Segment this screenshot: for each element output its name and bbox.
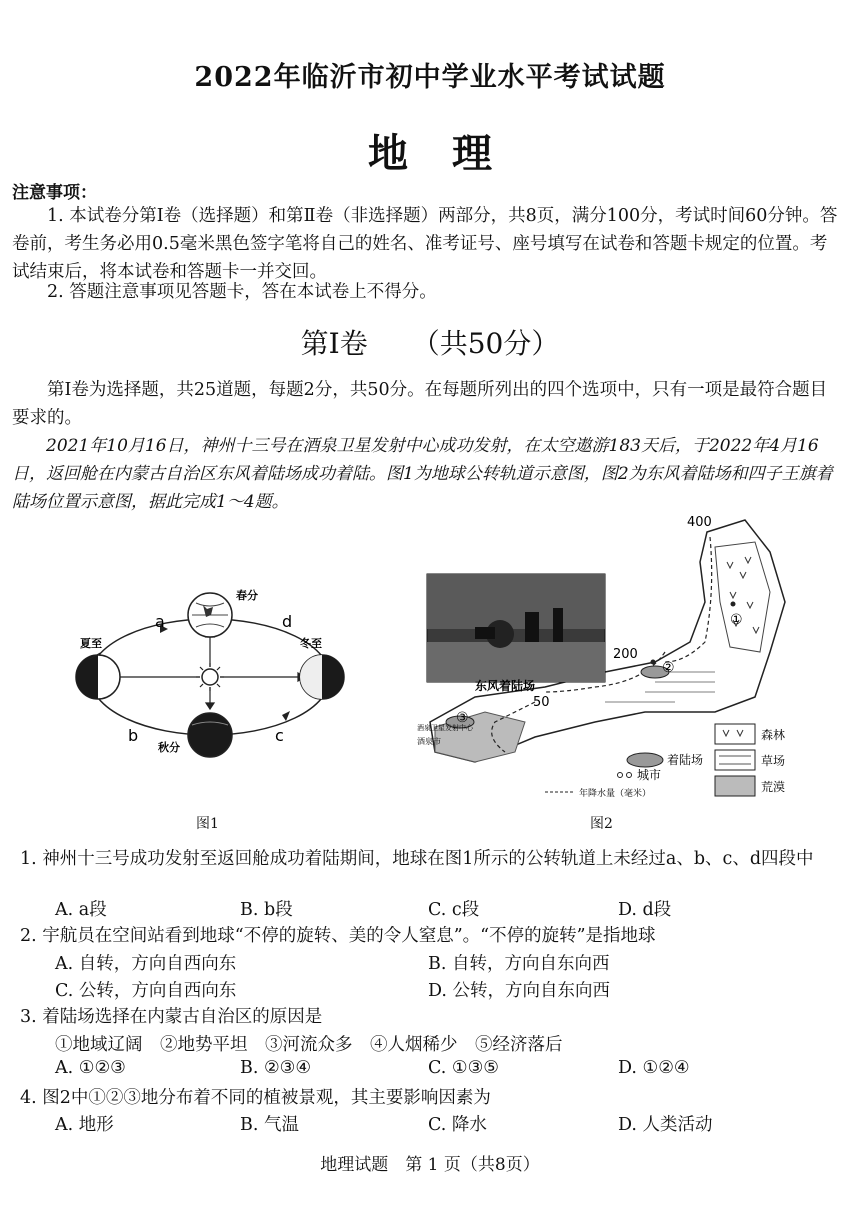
earth-winter-icon xyxy=(300,655,344,699)
earth-autumn-icon xyxy=(188,713,232,757)
autumn-label: 秋分 xyxy=(158,741,180,754)
segment-a-label: a xyxy=(155,612,165,631)
legend-city: 城市 xyxy=(637,768,662,782)
jiuquan-center-label: 酒泉卫星发射中心 xyxy=(417,724,473,732)
orbit-direction-arrows xyxy=(160,625,290,721)
winter-label: 冬至 xyxy=(300,637,322,650)
q4-option-d[interactable]: D. 人类活动 xyxy=(618,1115,713,1135)
figure-2-caption: 图2 xyxy=(590,816,613,832)
earth-summer-icon xyxy=(76,653,120,699)
question-context: 2021年10月16日，神州十三号在酒泉卫星发射中心成功发射，在太空遨游183天后，于2022年4月16日，返回舱在内蒙古自治区东风着陆场成功着陆。图1为地球公转轨道示意图，图2为东风着陆场和四子王旗着陆场位置示意图，据此完成1～4题。 xyxy=(12,436,833,512)
spring-label: 春分 xyxy=(236,589,258,602)
notes-item-1: 1. 本试卷分第Ⅰ卷（选择题）和第Ⅱ卷（非选择题）两部分，共8页，满分100分，考试时间60分钟。答卷前，考生务必用0.5毫米黑色签字笔将自己的姓名、准考证号、座号填写在试卷和答题卡规定的位置。考试结束后，将本试卷和答题卡一并交回。 xyxy=(12,206,838,282)
q4-option-b[interactable]: B. 气温 xyxy=(240,1115,299,1135)
segment-c-label: c xyxy=(275,726,284,745)
isohyet-400-label: 400 xyxy=(687,515,712,530)
isohyet-50-label: 50 xyxy=(533,695,550,710)
q3-option-b[interactable]: B. ②③④ xyxy=(240,1058,312,1078)
isohyet-200-label: 200 xyxy=(613,647,638,662)
point-2-marker: ② xyxy=(662,660,675,676)
question-3-stem: 3. 着陆场选择在内蒙古自治区的原因是 xyxy=(20,1007,323,1027)
figure-1-orbit-diagram xyxy=(60,585,370,790)
point-1-marker: ① xyxy=(730,612,743,628)
q2-option-c[interactable]: C. 公转，方向自西向东 xyxy=(55,981,237,1001)
jiuquan-city-label: 酒泉市 xyxy=(417,737,441,746)
segment-b-label: b xyxy=(128,726,139,745)
q3-option-a[interactable]: A. ①②③ xyxy=(55,1058,126,1078)
figure-1-caption: 图1 xyxy=(196,816,219,832)
notes-heading: 注意事项： xyxy=(12,183,97,203)
exam-title: 2022年临沂市初中学业水平考试试题 xyxy=(194,62,666,93)
dongfeng-photo-label: 东风着陆场 xyxy=(475,679,536,693)
q2-option-b[interactable]: B. 自转，方向自东向西 xyxy=(428,954,610,974)
q1-option-c[interactable]: C. c段 xyxy=(428,900,480,920)
subject-title: 地理 xyxy=(368,130,536,177)
q1-option-d[interactable]: D. d段 xyxy=(618,900,672,920)
figure-2-map xyxy=(415,512,845,804)
q1-option-a[interactable]: A. a段 xyxy=(55,900,107,920)
legend-rainfall: 年降水量（毫米） xyxy=(579,789,652,799)
q3-option-c[interactable]: C. ①③⑤ xyxy=(428,1058,499,1078)
question-4-stem: 4. 图2中①②③地分布着不同的植被景观，其主要影响因素为 xyxy=(20,1088,491,1108)
legend-site: 着陆场 xyxy=(667,753,704,767)
notes-item-2: 2. 答题注意事项见答题卡，答在本试卷上不得分。 xyxy=(47,282,437,302)
earth-spring-icon xyxy=(188,593,232,637)
q1-option-b[interactable]: B. b段 xyxy=(240,900,293,920)
legend-desert: 荒漠 xyxy=(761,780,786,794)
q3-option-d[interactable]: D. ①②④ xyxy=(618,1058,690,1078)
q2-option-d[interactable]: D. 公转，方向自东向西 xyxy=(428,981,611,1001)
section-intro: 第Ⅰ卷为选择题，共25道题，每题2分，共50分。在每题所列出的四个选项中，只有一项是最符合题目要求的。 xyxy=(12,380,828,428)
q4-option-a[interactable]: A. 地形 xyxy=(55,1115,114,1135)
legend-grass: 草场 xyxy=(761,754,786,768)
map-legend xyxy=(545,724,755,796)
section-heading xyxy=(0,322,860,362)
question-2-stem: 2. 宇航员在空间站看到地球“不停的旋转、美的令人窒息”。“不停的旋转”是指地球 xyxy=(20,926,656,946)
summer-label: 夏至 xyxy=(80,637,102,650)
question-1-stem: 1. 神州十三号成功发射至返回舱成功着陆期间，地球在图1所示的公转轨道上未经过a、b、c、d四段中 xyxy=(20,849,814,869)
q3-choices: ①地域辽阔 ②地势平坦 ③河流众多 ④人烟稀少 ⑤经济落后 xyxy=(55,1035,563,1055)
sun-icon xyxy=(196,663,224,691)
segment-d-label: d xyxy=(282,612,293,631)
point-3-marker: ③ xyxy=(456,710,469,726)
legend-forest: 森林 xyxy=(761,728,786,742)
section-score: （共50分） xyxy=(411,327,560,360)
page-footer: 地理试题 第 1 页（共8页） xyxy=(320,1155,540,1175)
q2-option-a[interactable]: A. 自转，方向自西向东 xyxy=(55,954,237,974)
section-title: 第Ⅰ卷 xyxy=(300,327,368,360)
q4-option-c[interactable]: C. 降水 xyxy=(428,1115,487,1135)
